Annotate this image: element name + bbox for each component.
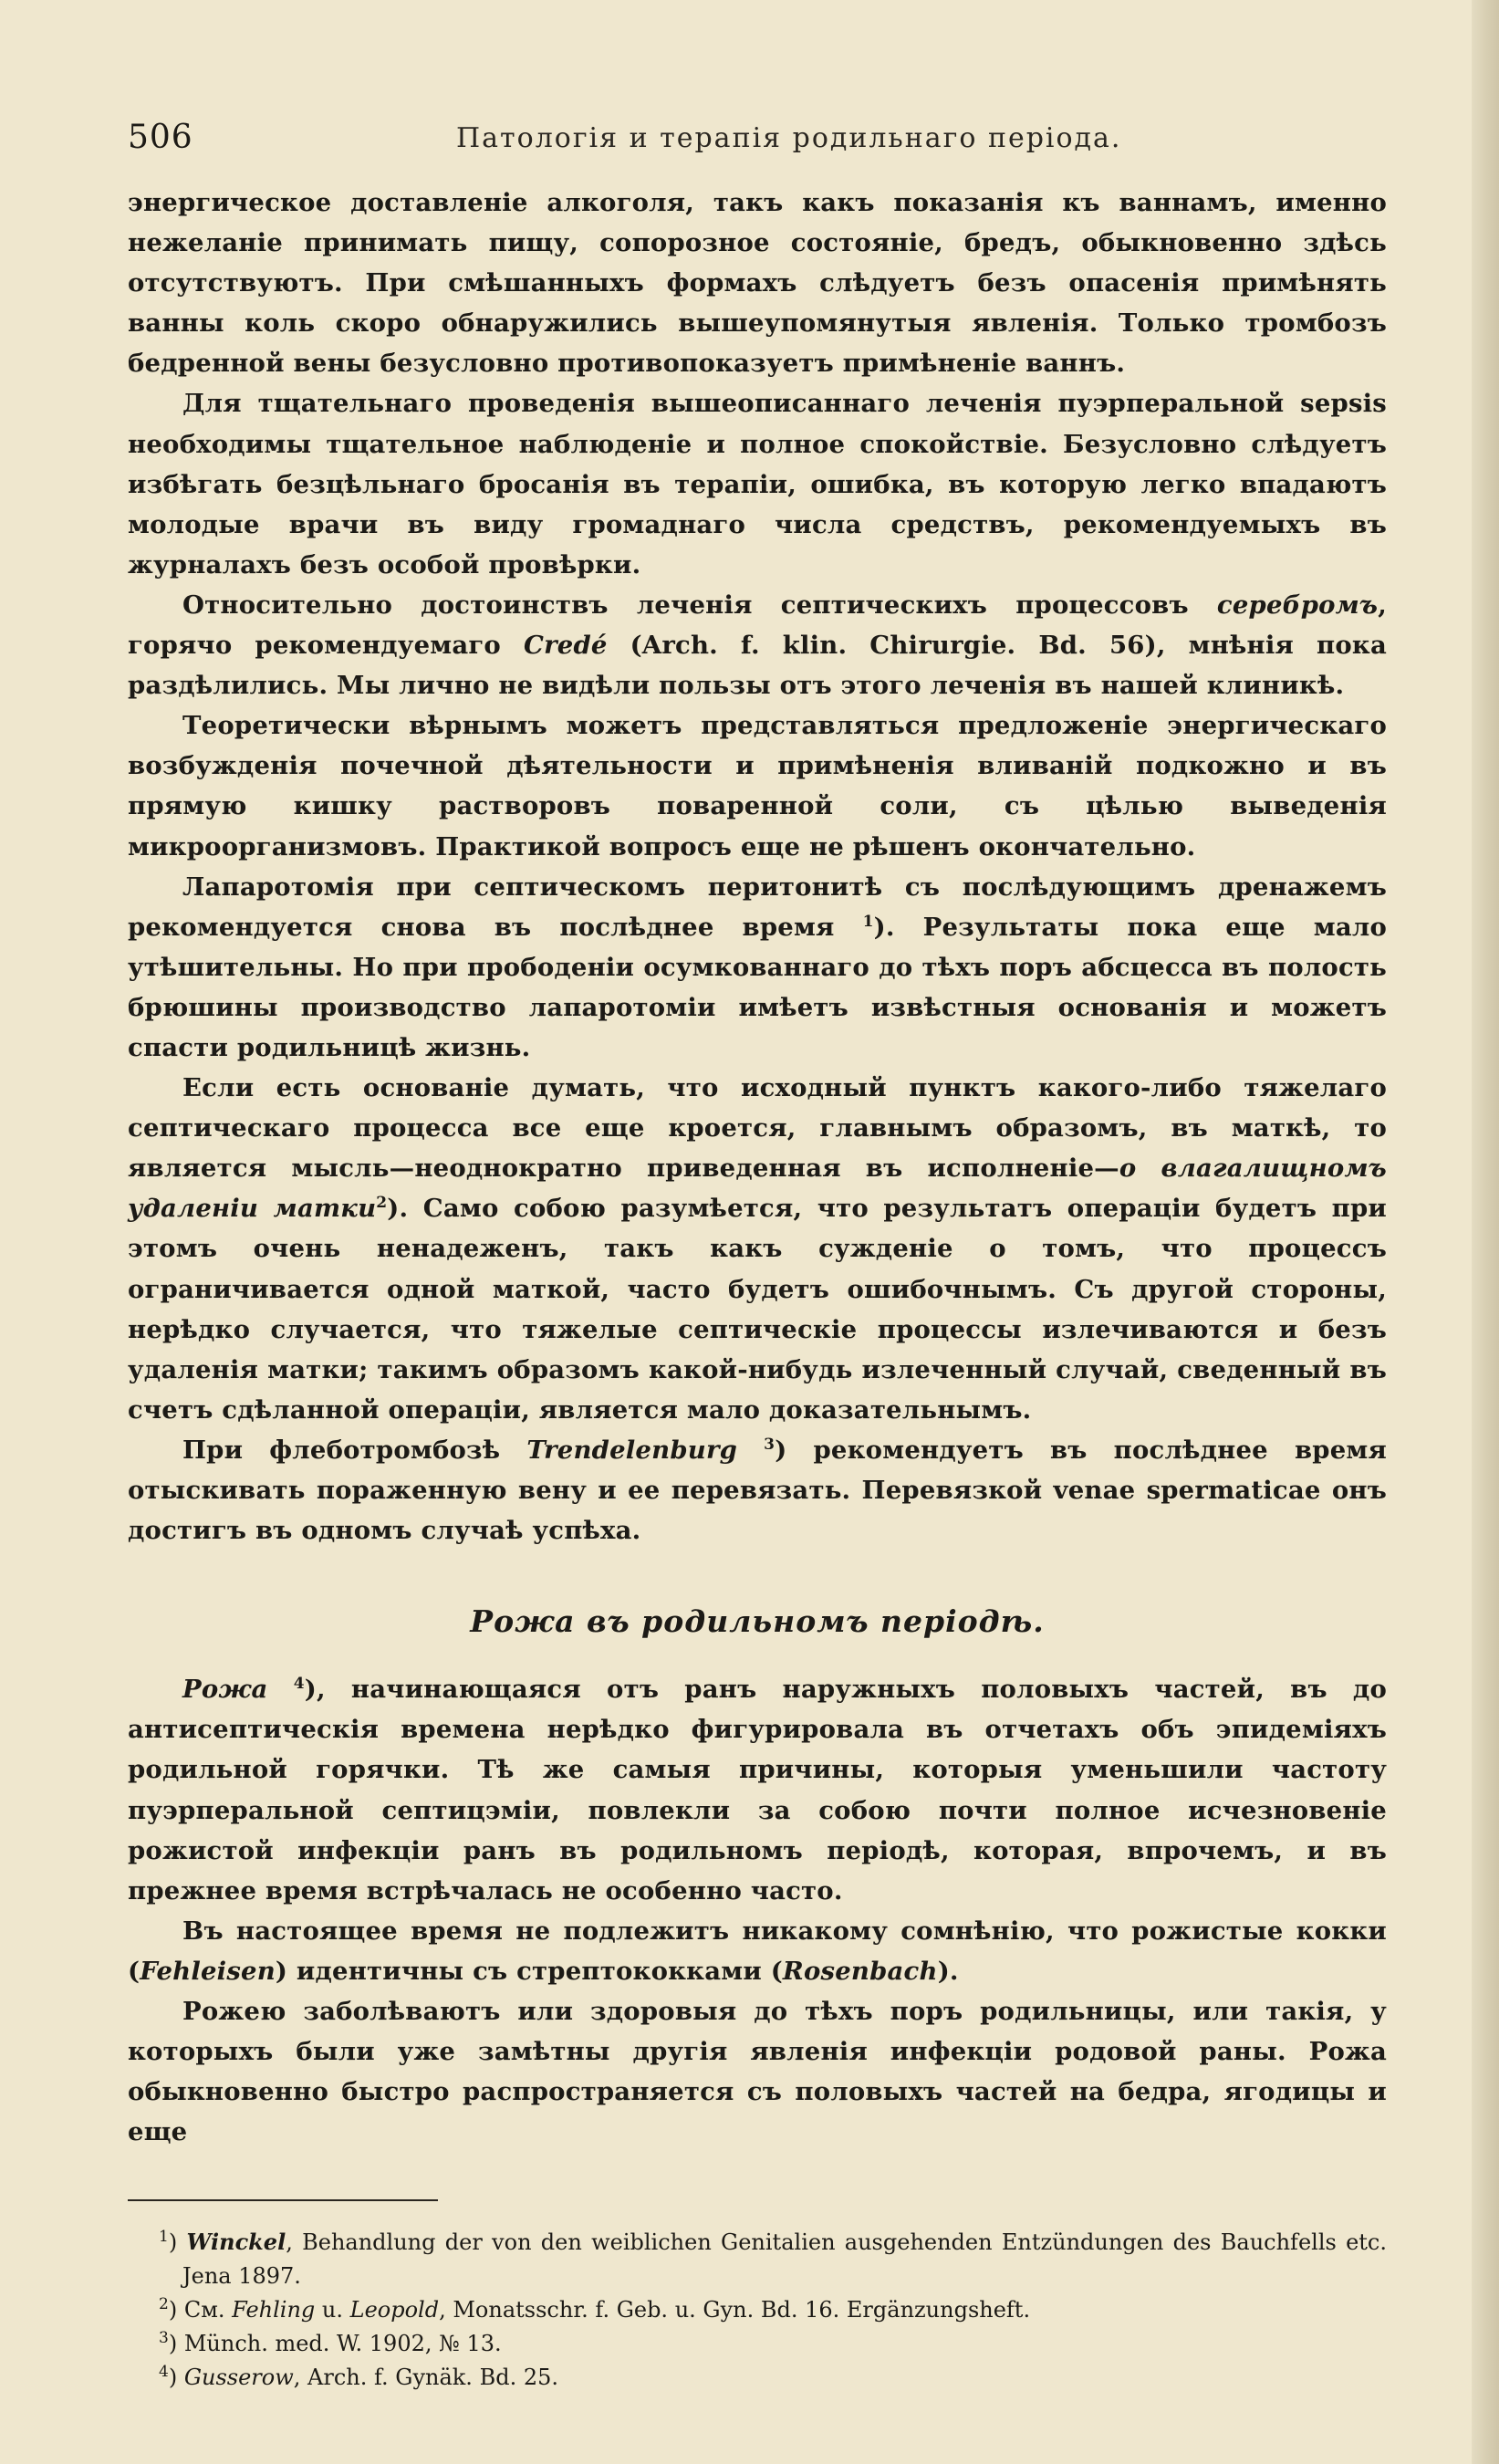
section-title: Рожа въ родильномъ періодѣ. xyxy=(470,1603,1045,1640)
footnote: $^1$) Winckel, Behandlung der von den weiblichen Genitalien ausgehenden Entzündungen des Bauchfells etc. Jena 1897. xyxy=(159,2228,1387,2290)
running-title: Патологія и терапія родильнаго періода. xyxy=(456,122,1122,154)
footnote-number: 3 xyxy=(159,2329,169,2348)
footnote-ref: 3 xyxy=(764,1435,776,1454)
text-run: ). xyxy=(937,1956,959,1986)
body-text xyxy=(128,183,1387,2152)
footnote-ref: 2 xyxy=(376,1194,388,1213)
text-run: (Arch. f. klin. Chirurgie. Bd. 56), мнѣнія пока раздѣлились. Мы лично не видѣли пользы отъ этого леченія въ нашей клиникѣ. xyxy=(128,631,1387,701)
paragraph xyxy=(128,867,1387,1068)
text-run: Относительно достоинствъ леченія септическихъ процессовъ xyxy=(182,590,1217,620)
footnote-text: См. xyxy=(183,2297,233,2323)
text-run: Лапаротомія при септическомъ перитонитѣ съ послѣдующимъ дренажемъ рекомендуется снова въ послѣднее время xyxy=(128,872,1387,942)
footnote-ref: 4 xyxy=(293,1675,305,1694)
text-run: , горячо рекомендуемаго xyxy=(128,590,1387,661)
text-run: Если есть основаніе думать, что исходный пунктъ какого-либо тяжелаго септическаго процесса все еще кроется, главнымъ образомъ, въ маткѣ, то является мысль—неоднократно приведенная въ исполненіе— xyxy=(128,1073,1387,1184)
author-name: Leopold xyxy=(349,2297,440,2323)
italic-term: о влагалищномъ удаленіи матки xyxy=(128,1154,1387,1224)
text-run: ) рекомендуетъ въ послѣднее время отыскивать пораженную вену и ее перевязать. Перевязкой venae spermaticae онъ достигъ въ одномъ случаѣ успѣха. xyxy=(128,1435,1387,1546)
footnote-number: 1 xyxy=(159,2228,169,2247)
author-name: Fehleisen xyxy=(140,1956,276,1986)
footnote: $^3$) Münch. med. W. 1902, № 13. xyxy=(159,2329,502,2357)
footnote-number: 2 xyxy=(159,2295,169,2314)
footnote-text: , Behandlung der von den weiblichen Genitalien ausgehenden Entzündungen des Bauchfells etc. Jena 1897. xyxy=(182,2229,1387,2290)
text-run: ). Само собою разумѣется, что результатъ операціи будетъ при этомъ очень ненадеженъ, такъ какъ сужденіе о томъ, что процессъ ограничивается одной маткой, часто будетъ ошибочнымъ. Съ другой стороны, нерѣдко случается, что тяжелые септическіе процессы излечиваются и безъ удаленія матки; такимъ образомъ какой-нибудь излеченный случай, сведенный въ счетъ сдѣланной операціи, является мало доказательнымъ. xyxy=(128,1194,1387,1425)
italic-term: Рожа xyxy=(182,1675,268,1705)
page-number: 506 xyxy=(128,119,193,156)
text-run: ) идентичны съ стрептококками ( xyxy=(275,1956,783,1986)
paragraph: Для тщательнаго проведенія вышеописаннаго леченія пуэрперальной sepsis необходимы тщательное наблюденіе и полное спокойствіе. Безусловно слѣдуетъ избѣгать безцѣльнаго бросанія въ терапіи, ошибка, въ которую легко впадаютъ молодые врачи въ виду громаднаго числа средствъ, рекомендуемыхъ въ журналахъ безъ особой провѣрки. xyxy=(128,389,1387,579)
footnote-ref: 1 xyxy=(862,912,874,931)
paragraph: энергическое доставленіе алкоголя, такъ какъ показанія къ ваннамъ, именно нежеланіе принимать пищу, сопорозное состояніе, бредъ, обыкновенно здѣсь отсутствуютъ. При смѣшанныхъ формахъ слѣдуетъ безъ опасенія примѣнять ванны коль скоро обнаружились вышеупомянутыя явленія. Только тромбозъ бедренной вены безусловно противопоказуетъ примѣненіе ваннъ. xyxy=(128,188,1387,379)
paragraph: Теоретически вѣрнымъ можетъ представляться предложеніе энергическаго возбужденія почечной дѣятельности и примѣненія вливаній подкожно и въ прямую кишку растворовъ поваренной соли, съ цѣлью выведенія микроорганизмовъ. Практикой вопросъ еще не рѣшенъ окончательно. xyxy=(128,711,1387,861)
text-run: ). Результаты пока еще мало утѣшительны. Но при прободеніи осумкованнаго до тѣхъ поръ абсцесса въ полость брюшины производство лапаротоміи имѣетъ извѣстныя основанія и можетъ спасти родильницѣ жизнь. xyxy=(128,912,1387,1062)
footnote: $^2$) См. Fehling u. Leopold, Monatsschr. f. Geb. u. Gyn. Bd. 16. Ergänzungsheft. xyxy=(159,2295,1031,2323)
paragraph xyxy=(128,1911,1387,1991)
footnote-number: 4 xyxy=(159,2363,169,2382)
footnote-text: , Monatsschr. f. Geb. u. Gyn. Bd. 16. Ergänzungsheft. xyxy=(439,2297,1031,2323)
footnotes xyxy=(128,2225,1387,2395)
footnote-text: u. xyxy=(315,2297,350,2323)
footnote-divider xyxy=(128,2199,438,2201)
author-name: Trendelenburg xyxy=(526,1435,738,1465)
paragraph xyxy=(128,1430,1387,1550)
text-run: ), начинающаяся отъ ранъ наружныхъ половыхъ частей, въ до антисептическія времена нерѣдко фигурировала въ отчетахъ объ эпидеміяхъ родильной горячки. Тѣ же самыя причины, которыя уменьшили частоту пуэрперальной септицэміи, повлекли за собою почти полное исчезновеніе рожистой инфекціи ранъ въ родильномъ періодѣ, которая, впрочемъ, и въ прежнее время встрѣчалась не особенно часто. xyxy=(128,1675,1387,1905)
footnote-text: Münch. med. W. 1902, № 13. xyxy=(183,2331,502,2357)
page-edge xyxy=(1472,0,1499,2464)
author-name: Fehling xyxy=(232,2297,316,2323)
book-page xyxy=(128,110,1387,2395)
author-name: Gusserow xyxy=(183,2365,294,2391)
author-name: Rosenbach xyxy=(782,1956,938,1986)
italic-term: серебромъ xyxy=(1216,590,1379,620)
author-name: Winckel xyxy=(186,2229,286,2256)
text-run: Въ настоящее время не подлежитъ никакому сомнѣнію, что рожистые кокки ( xyxy=(128,1916,1387,1986)
paragraph: Рожею заболѣваютъ или здоровыя до тѣхъ поръ родильницы, или такія, у которыхъ были уже замѣтны другія явленія инфекціи родовой раны. Рожа обыкновенно быстро распространяется съ половыхъ частей на бедра, ягодицы и еще xyxy=(128,1997,1387,2147)
paragraph xyxy=(128,1068,1387,1430)
page-header xyxy=(128,110,1387,164)
footnote-text: , Arch. f. Gynäk. Bd. 25. xyxy=(293,2365,558,2391)
footnote: $^4$) Gusserow, Arch. f. Gynäk. Bd. 25. xyxy=(159,2363,558,2391)
author-name: Credé xyxy=(523,631,608,661)
text-run: При флеботромбозѣ xyxy=(182,1435,527,1465)
paragraph xyxy=(128,585,1387,705)
paragraph xyxy=(128,1669,1387,1911)
